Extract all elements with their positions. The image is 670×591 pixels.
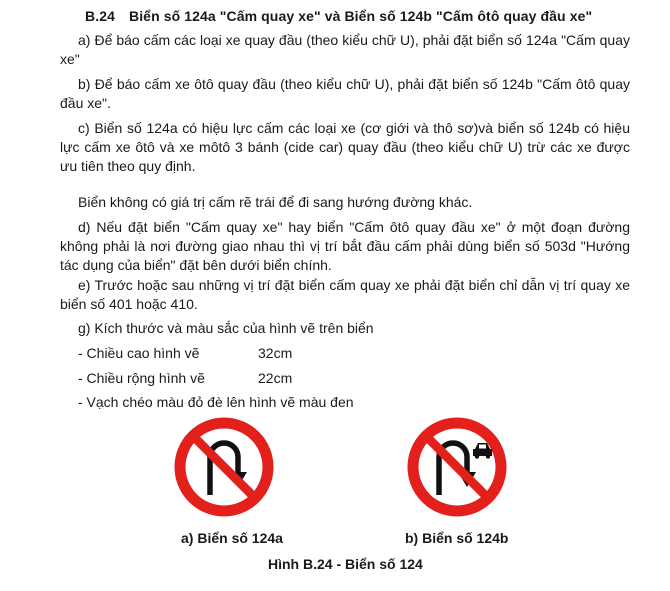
spec-label: - Chiều cao hình vẽ <box>78 345 200 361</box>
paragraph-a: a) Để báo cấm các loại xe quay đầu (theo kiểu chữ U), phải đặt biển số 124a "Cấm quay xe" <box>60 32 630 67</box>
spec-color <box>78 393 354 412</box>
paragraph-b: b) Để báo cấm xe ôtô quay đầu (theo kiểu chữ U), phải đặt biển số 124b "Cấm ôtô quay đầu xe". <box>60 76 630 111</box>
spec-value: 22cm <box>258 370 293 386</box>
section-heading <box>85 8 592 24</box>
spec-label: - Vạch chéo màu đỏ đè lên hình vẽ màu đen <box>78 394 354 410</box>
spec-height <box>78 344 292 363</box>
sign-b-caption: b) Biển số 124b <box>405 530 509 546</box>
figure-title: Hình B.24 - Biển số 124 <box>268 556 423 572</box>
section-title: Biển số 124a "Cấm quay xe" và Biển số 124b "Cấm ôtô quay đầu xe" <box>128 8 593 24</box>
spec-width <box>78 369 292 388</box>
sign-a-caption: a) Biển số 124a <box>181 530 283 546</box>
spec-label: - Chiều rộng hình vẽ <box>78 370 205 386</box>
paragraph-d: d) Nếu đặt biển "Cấm quay xe" hay biển "Cấm ôtô quay đầu xe" ở một đoạn đường không phải là nơi đường giao nhau thì vị trí bắt đầu cấm phải dùng biển số 503d "Hướng tác dụng của biển" đặt bên dưới biển chính. <box>60 219 630 273</box>
no-u-turn-sign-icon <box>174 417 274 517</box>
paragraph-note: Biển không có giá trị cấm rẽ trái để đi sang hướng đường khác. <box>78 194 473 210</box>
section-code: B.24 <box>85 8 115 24</box>
no-car-u-turn-sign-icon <box>407 417 507 517</box>
paragraph-g: g) Kích thước và màu sắc của hình vẽ trên biển <box>78 320 374 336</box>
paragraph-e: e) Trước hoặc sau những vị trí đặt biển cấm quay xe phải đặt biển chỉ dẫn vị trí quay xe biển số 401 hoặc 410. <box>60 277 630 312</box>
paragraph-c: c) Biển số 124a có hiệu lực cấm các loại xe (cơ giới và thô sơ)và biển số 124b có hiệu lực cấm xe ôtô và xe môtô 3 bánh (cide car) quay đầu (theo kiểu chữ U) trừ các xe được ưu tiên theo quy định. <box>60 120 630 174</box>
spec-value: 32cm <box>258 345 293 361</box>
